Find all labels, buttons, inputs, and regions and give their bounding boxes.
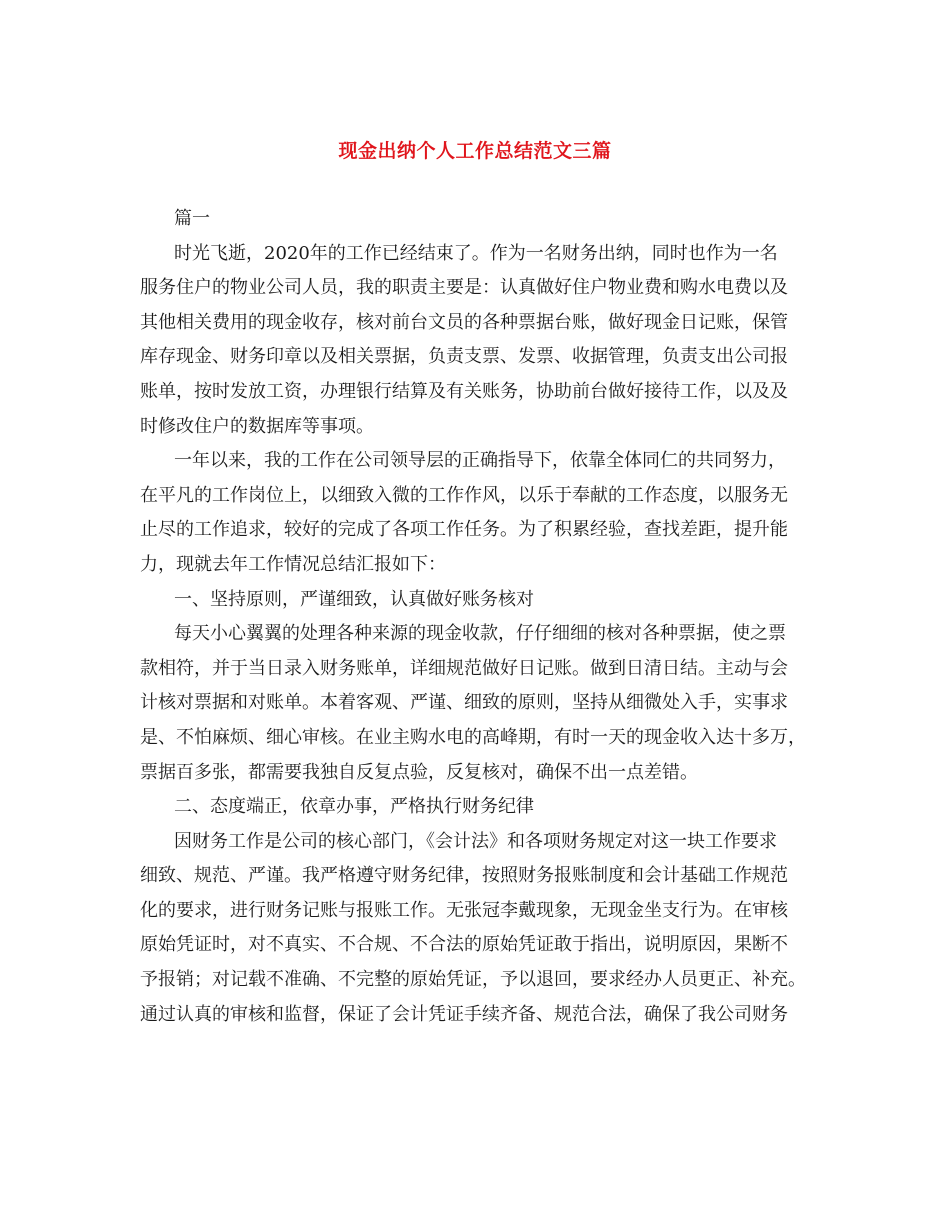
text-line: 款相符，并于当日录入财务账单，详细规范做好日记账。做到日清日结。主动与会 [140, 657, 788, 679]
text-line: 计核对票据和对账单。本着客观、严谨、细致的原则，坚持从细微处入手，实事求 [140, 692, 788, 714]
section-heading: 二、态度端正，依章办事，严格执行财务纪律 [174, 796, 534, 818]
text-line: 账单，按时发放工资，办理银行结算及有关账务，协助前台做好接待工作，以及及 [140, 380, 788, 402]
text-line: 予报销；对记载不准确、不完整的原始凭证，予以退回，要求经办人员更正、补充。 [140, 969, 806, 991]
text-line: 在平凡的工作岗位上，以细致入微的工作作风，以乐于奉献的工作态度，以服务无 [140, 484, 788, 506]
text-line: 库存现金、财务印章以及相关票据，负责支票、发票、收据管理，负责支出公司报 [140, 346, 788, 368]
text-line: 化的要求，进行财务记账与报账工作。无张冠李戴现象，无现金坐支行为。在审核 [140, 899, 788, 921]
text-line: 服务住户的物业公司人员，我的职责主要是：认真做好住户物业费和购水电费以及 [140, 277, 788, 299]
text-line: 止尽的工作追求，较好的完成了各项工作任务。为了积累经验，查找差距，提升能 [140, 519, 788, 541]
section-heading: 一、坚持原则，严谨细致，认真做好账务核对 [174, 588, 534, 610]
text-line: 因财务工作是公司的核心部门，《会计法》和各项财务规定对这一块工作要求 [174, 830, 777, 852]
text-line: 每天小心翼翼的处理各种来源的现金收款，仔仔细细的核对各种票据，使之票 [174, 623, 786, 645]
text-line: 时光飞逝，2020年的工作已经结束了。作为一名财务出纳，同时也作为一名 [174, 242, 778, 264]
text-line: 是、不怕麻烦、细心审核。在业主购水电的高峰期，有时一天的现金收入达十多万， [140, 726, 806, 748]
text-line: 一年以来，我的工作在公司领导层的正确指导下，依靠全体同仁的共同努力， [174, 450, 786, 472]
text-line: 票据百多张，都需要我独自反复点验，反复核对，确保不出一点差错。 [140, 761, 698, 783]
text-line: 其他相关费用的现金收存，核对前台文员的各种票据台账，做好现金日记账，保管 [140, 311, 788, 333]
text-line: 通过认真的审核和监督，保证了会计凭证手续齐备、规范合法，确保了我公司财务 [140, 1003, 788, 1025]
text-line: 细致、规范、严谨。我严格遵守财务纪律，按照财务报账制度和会计基础工作规范 [140, 865, 788, 887]
text-line: 篇一 [174, 208, 210, 229]
text-line: 时修改住户的数据库等事项。 [140, 415, 374, 437]
text-line: 力，现就去年工作情况总结汇报如下： [140, 553, 446, 575]
document-body [140, 202, 828, 1032]
text-line: 原始凭证时，对不真实、不合规、不合法的原始凭证敢于指出，说明原因，果断不 [140, 934, 788, 956]
document-title: 现金出纳个人工作总结范文三篇 [338, 140, 612, 162]
